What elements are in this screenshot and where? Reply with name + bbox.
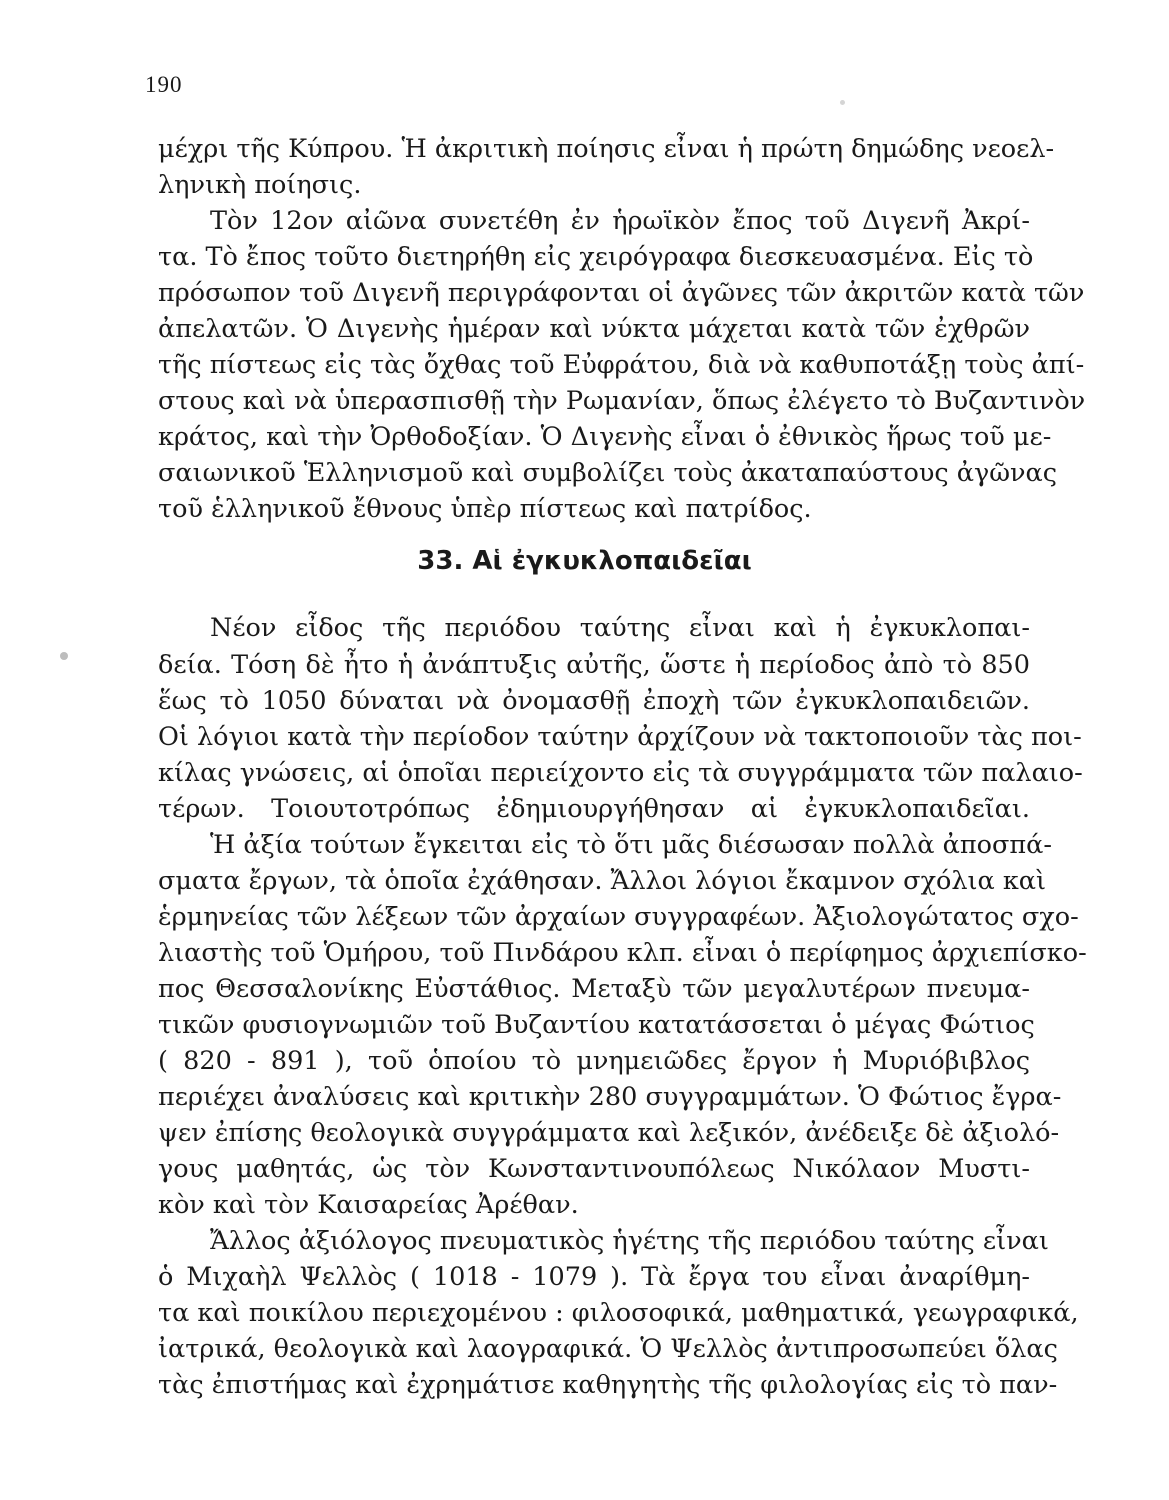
text-line: ἰατρικά, θεολογικὰ καὶ λαογραφικά. Ὁ Ψελλὸς ἀντιπροσωπεύει ὅλας: [158, 1334, 1058, 1364]
text-line: ψεν ἐπίσης θεολογικὰ συγγράμματα καὶ λεξικόν, ἀνέδειξε δὲ ἀξιολό-: [158, 1118, 1060, 1148]
text-line: πρόσωπον τοῦ Διγενῆ περιγράφονται οἱ ἀγῶνες τῶν ἀκριτῶν κατὰ τῶν: [158, 278, 1085, 308]
text-line: Οἱ λόγιοι κατὰ τὴν περίοδον ταύτην ἀρχίζουν νὰ τακτοποιοῦν τὰς ποι-: [158, 722, 1082, 752]
text-line: τέρων. Τοιουτοτρόπως ἐδημιουργήθησαν αἱ ἐγκυκλοπαιδεῖαι.: [158, 794, 1030, 824]
page-number: 190: [145, 72, 183, 97]
text-line: ἑρμηνείας τῶν λέξεων τῶν ἀρχαίων συγγραφέων. Ἀξιολογώτατος σχο-: [158, 902, 1079, 932]
text-line: τὰς ἐπιστήμας καὶ ἐχρημάτισε καθηγητὴς τῆς φιλολογίας εἰς τὸ παν-: [158, 1370, 1058, 1400]
scan-speck: [840, 100, 845, 105]
text-line: Ἄλλος ἀξιόλογος πνευματικὸς ἡγέτης τῆς περιόδου ταύτης εἶναι: [210, 1226, 1049, 1256]
text-line: κίλας γνώσεις, αἱ ὁποῖαι περιείχοντο εἰς τὰ συγγράμματα τῶν παλαιο-: [158, 758, 1083, 788]
text-line: λιαστὴς τοῦ Ὁμήρου, τοῦ Πινδάρου κλπ. εἶναι ὁ περίφημος ἀρχιεπίσκο-: [158, 938, 1087, 968]
text-line: τα. Τὸ ἔπος τοῦτο διετηρήθη εἰς χειρόγραφα διεσκευασμένα. Εἰς τὸ: [158, 242, 1034, 272]
text-line: στους καὶ νὰ ὑπερασπισθῇ τὴν Ρωμανίαν, ὅπως ἐλέγετο τὸ Βυζαντινὸν: [158, 386, 1086, 416]
text-line: τῆς πίστεως εἰς τὰς ὄχθας τοῦ Εὐφράτου, διὰ νὰ καθυποτάξῃ τοὺς ἀπί-: [158, 350, 1085, 380]
text-line: τοῦ ἑλληνικοῦ ἔθνους ὑπὲρ πίστεως καὶ πατρίδος.: [158, 494, 812, 524]
text-line: Ἡ ἀξία τούτων ἔγκειται εἰς τὸ ὅτι μᾶς διέσωσαν πολλὰ ἀποσπά-: [210, 830, 1052, 860]
text-line: σματα ἔργων, τὰ ὁποῖα ἐχάθησαν. Ἄλλοι λόγιοι ἔκαμνον σχόλια καὶ: [158, 866, 1047, 896]
text-line: μέχρι τῆς Κύπρου. Ἡ ἀκριτικὴ ποίησις εἶναι ἡ πρώτη δημώδης νεοελ-: [158, 134, 1055, 164]
text-line: τικῶν φυσιογνωμιῶν τοῦ Βυζαντίου κατατάσσεται ὁ μέγας Φώτιος: [158, 1010, 1035, 1040]
text-line: περιέχει ἀναλύσεις καὶ κριτικὴν 280 συγγραμμάτων. Ὁ Φώτιος ἔγρα-: [158, 1082, 1062, 1112]
text-line: πος Θεσσαλονίκης Εὐστάθιος. Μεταξὺ τῶν μεγαλυτέρων πνευμα-: [158, 974, 1030, 1004]
text-line: ληνικὴ ποίησις.: [158, 170, 362, 200]
text-line: τα καὶ ποικίλου περιεχομένου : φιλοσοφικά, μαθηματικά, γεωγραφικά,: [158, 1298, 1079, 1328]
text-line: σαιωνικοῦ Ἑλληνισμοῦ καὶ συμβολίζει τοὺς ἀκαταπαύστους ἀγῶνας: [158, 458, 1057, 488]
text-line: ( 820 - 891 ), τοῦ ὁποίου τὸ μνημειῶδες ἔργον ἡ Μυριόβιβλος: [158, 1046, 1030, 1076]
text-line: Τὸν 12ον αἰῶνα συνετέθη ἐν ἡρωϊκὸν ἔπος τοῦ Διγενῆ Ἀκρί-: [210, 206, 1030, 236]
text-line: ἀπελατῶν. Ὁ Διγενὴς ἡμέραν καὶ νύκτα μάχεται κατὰ τῶν ἐχθρῶν: [158, 314, 1030, 344]
text-line: δεία. Τόση δὲ ἦτο ἡ ἀνάπτυξις αὐτῆς, ὥστε ἡ περίοδος ἀπὸ τὸ 850: [158, 650, 1030, 680]
text-line: ἕως τὸ 1050 δύναται νὰ ὀνομασθῇ ἐποχὴ τῶν ἐγκυκλοπαιδειῶν.: [158, 686, 1030, 716]
scan-speck: [60, 652, 68, 660]
text-line: κράτος, καὶ τὴν Ὀρθοδοξίαν. Ὁ Διγενὴς εἶναι ὁ ἐθνικὸς ἥρως τοῦ με-: [158, 422, 1052, 452]
text-line: ὁ Μιχαὴλ Ψελλὸς ( 1018 - 1079 ). Τὰ ἔργα του εἶναι ἀναρίθμη-: [158, 1262, 1030, 1292]
text-line: γους μαθητάς, ὡς τὸν Κωνσταντινουπόλεως Νικόλαον Μυστι-: [158, 1154, 1030, 1184]
text-line: κὸν καὶ τὸν Καισαρείας Ἀρέθαν.: [158, 1190, 579, 1220]
text-line: Νέον εἶδος τῆς περιόδου ταύτης εἶναι καὶ ἡ ἐγκυκλοπαι-: [210, 613, 1030, 643]
section-heading: 33. Αἱ ἐγκυκλοπαιδεῖαι: [417, 546, 752, 576]
